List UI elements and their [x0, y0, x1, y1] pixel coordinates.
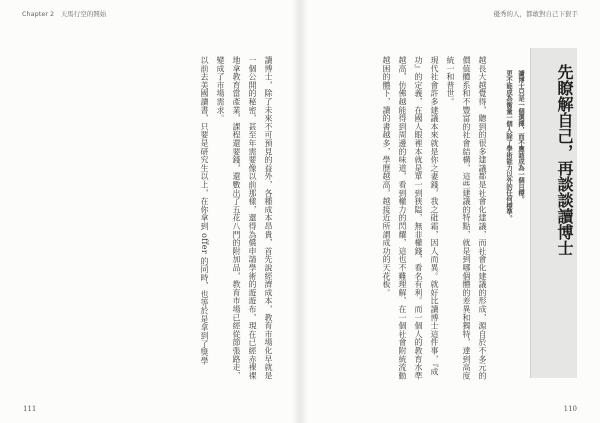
page-number-right: 110 [563, 405, 577, 413]
pull-quote-line: 更不能成為衡量一個人除了學術能力以外的任何標準。 [505, 70, 512, 222]
book-gutter [292, 0, 308, 423]
left-page-body [30, 56, 276, 386]
pull-quote [492, 70, 526, 350]
right-page-body [310, 56, 490, 386]
section-title: 先瞭解自己，再談談讀博士 [555, 64, 574, 256]
body-paragraph: 以前去美國讀書，只要是研究生以上，在你拿到 offer 的同時，也等於是拿到了獎學 [200, 56, 209, 365]
page-number-left: 111 [23, 405, 37, 413]
pull-quote-line: 讀博士只是一個選擇，而不應該成為一個目標。 [517, 70, 524, 203]
running-head-left: Chapter 2 天馬行空的開始 [22, 10, 107, 18]
body-paragraph: 越長大越覺得，聽到的很多建議都是社會化建議，而社會化建議的形成，源自於不多元的價值體系和不豐富的社會結構，這些建議的特點，就是到哪個體的差異和獨特，達到高度統一和普世。 [446, 56, 487, 380]
running-head-right: 優秀的人，都敢對自己下狠手 [493, 10, 578, 18]
body-paragraph: 現代社會許多建議本來就是你之妻錢，我之砒霜，因人而異。就好比讀博士這件事，『成功』的定義，在國人眼裡本就是單一到狹隘，無非權錢，看名有利。而一個人的教育水準越高，仿佛越能得到周邊的味道，看到權力的閃耀，這也不難理解，在一個社會附統流動越困的體下，讀的書越多，學歷越高，越接近所謂成功的天花板。 [382, 56, 439, 380]
body-paragraph: 讀博士，除了未來不可預見的益外，各種成本昂貴，首先說經濟成本，教育市場化早就是一個公開的秘密，甚至年需要像以前那樣，還得為償申請學術的遊遊布，現在已經赤裸裸地拿教育當產業，課程還要錢，還數出了五花八門的附加品，教育市場已經從節張路走，變成了市場需求。 [216, 56, 273, 380]
